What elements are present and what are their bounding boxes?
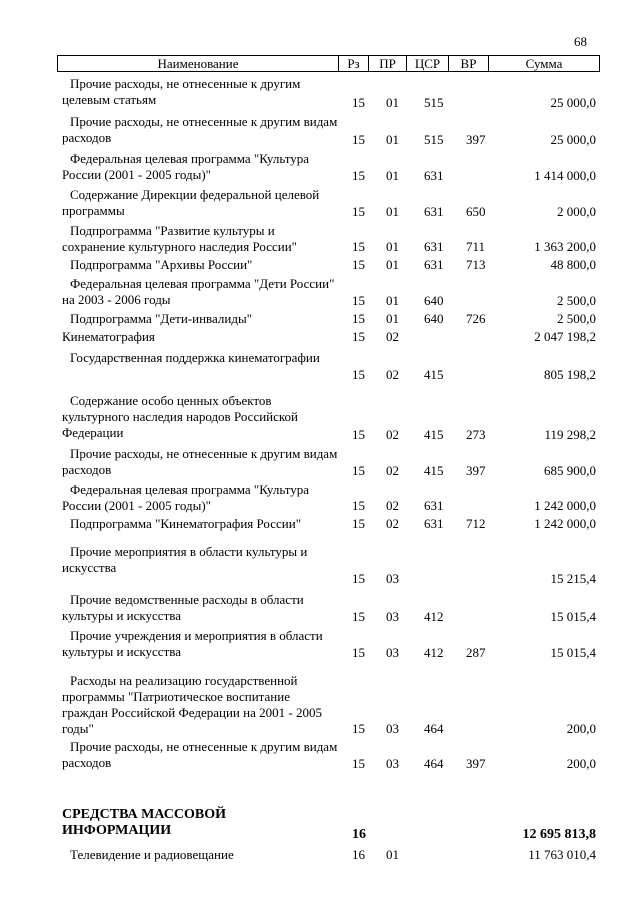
row-rz: 15: [352, 239, 365, 254]
header-sum: Сумма: [525, 56, 563, 71]
row-name: Подпрограмма "Дети-инвалиды": [70, 311, 253, 326]
table-body: [0, 76, 640, 863]
row-sum: 1 242 000,0: [534, 498, 596, 513]
row-csr: 412: [424, 609, 444, 624]
row-pr: 01: [386, 239, 399, 254]
table-row: [0, 184, 640, 220]
table-row: [0, 255, 640, 273]
row-pr: 02: [386, 498, 399, 513]
row-rz: 15: [352, 95, 365, 110]
row-name: Подпрограмма "Архивы России": [70, 257, 253, 272]
table-row: [0, 532, 640, 587]
row-pr: 01: [386, 95, 399, 110]
table-row: [0, 309, 640, 327]
row-rz: 15: [352, 498, 365, 513]
row-pr: 02: [386, 463, 399, 478]
row-csr: 640: [424, 311, 444, 326]
row-pr: 03: [386, 571, 399, 586]
row-vr: 711: [466, 239, 486, 254]
row-csr: 640: [424, 293, 444, 308]
row-vr: 650: [466, 204, 486, 219]
row-csr: 515: [424, 132, 444, 147]
row-pr: 02: [386, 427, 399, 442]
row-name: Подпрограмма "Кинематография России": [70, 516, 302, 531]
row-name: Кинематография: [62, 329, 155, 344]
row-sum: 2 047 198,2: [534, 329, 596, 344]
row-name: Прочие мероприятия в области культуры и искусства: [62, 544, 308, 575]
table-row: [0, 479, 640, 514]
row-csr: 464: [424, 756, 444, 771]
row-name: Подпрограмма "Развитие культуры и сохранение культурного наследия России": [62, 223, 297, 254]
row-pr: 03: [386, 609, 399, 624]
row-name: Прочие расходы, не отнесенные к другим видам расходов: [62, 114, 338, 145]
row-csr: 415: [424, 463, 444, 478]
row-sum: 1 414 000,0: [534, 168, 596, 183]
row-name: Прочие расходы, не отнесенные к другим целевым статьям: [62, 76, 301, 107]
row-pr: 03: [386, 645, 399, 660]
table-row: [0, 273, 640, 309]
row-pr: 01: [386, 132, 399, 147]
row-name: Федеральная целевая программа "Дети России" на 2003 - 2006 годы: [62, 276, 335, 307]
row-name: Федеральная целевая программа "Культура России (2001 - 2005 годы)": [62, 151, 310, 182]
row-pr: 01: [386, 293, 399, 308]
row-sum: 15 015,4: [550, 609, 596, 624]
row-vr: 397: [466, 463, 486, 478]
header-csr: ЦСР: [407, 56, 449, 71]
row-csr: 464: [424, 721, 444, 736]
header-vr: ВР: [449, 56, 489, 71]
row-vr: 287: [466, 645, 486, 660]
row-rz: 15: [352, 756, 365, 771]
row-csr: 631: [424, 204, 444, 219]
row-rz: 16: [352, 847, 365, 862]
row-pr: 03: [386, 756, 399, 771]
row-sum: 200,0: [566, 721, 596, 736]
row-csr: 415: [424, 427, 444, 442]
row-sum: 25 000,0: [550, 132, 596, 147]
table-row: [0, 327, 640, 345]
table-row: [0, 443, 640, 479]
row-pr: 01: [386, 168, 399, 183]
row-sum: 48 800,0: [550, 257, 596, 272]
row-rz: 15: [352, 645, 365, 660]
row-name: Содержание Дирекции федеральной целевой программы: [62, 187, 320, 218]
row-name: Государственная поддержка кинематографии: [70, 350, 320, 365]
table-row: [0, 111, 640, 148]
table-row: [0, 148, 640, 184]
row-vr: 397: [466, 756, 486, 771]
row-sum: 25 000,0: [550, 95, 596, 110]
row-sum: 15 015,4: [550, 645, 596, 660]
section-sum: 12 695 813,8: [522, 827, 596, 842]
row-pr: 02: [386, 516, 399, 531]
table-row: [0, 625, 640, 661]
section-row: [0, 772, 640, 843]
row-vr: 726: [466, 311, 486, 326]
row-sum: 1 242 000,0: [534, 516, 596, 531]
row-sum: 2 000,0: [557, 204, 596, 219]
row-rz: 15: [352, 427, 365, 442]
row-name: Прочие расходы, не отнесенные к другим видам расходов: [62, 446, 338, 477]
row-rz: 15: [352, 463, 365, 478]
row-csr: 515: [424, 95, 444, 110]
row-vr: 397: [466, 132, 486, 147]
header-pr: ПР: [369, 56, 407, 71]
row-pr: 01: [386, 257, 399, 272]
row-name: Содержание особо ценных объектов культурного наследия народов Российской Федерации: [62, 393, 299, 440]
row-rz: 15: [352, 571, 365, 586]
row-sum: 119 298,2: [544, 427, 596, 442]
row-sum: 2 500,0: [557, 293, 596, 308]
table-row: [0, 220, 640, 255]
row-pr: 03: [386, 721, 399, 736]
table-row: [0, 76, 640, 111]
row-rz: 15: [352, 132, 365, 147]
row-name: Телевидение и радиовещание: [70, 847, 234, 862]
row-rz: 15: [352, 293, 365, 308]
row-rz: 15: [352, 721, 365, 736]
table-row: [0, 514, 640, 532]
row-csr: 412: [424, 645, 444, 660]
table-row: [0, 843, 640, 863]
row-sum: 805 198,2: [544, 367, 596, 382]
row-name: Прочие учреждения и мероприятия в области культуры и искусства: [62, 628, 323, 659]
row-pr: 02: [386, 367, 399, 382]
row-csr: 415: [424, 367, 444, 382]
row-pr: 02: [386, 329, 399, 344]
table-row: [0, 383, 640, 443]
row-csr: 631: [424, 257, 444, 272]
section-title: СРЕДСТВА МАССОВОЙ ИНФОРМАЦИИ: [62, 807, 227, 838]
row-csr: 631: [424, 168, 444, 183]
row-rz: 15: [352, 609, 365, 624]
header-rz: Рз: [339, 56, 369, 71]
row-rz: 15: [352, 329, 365, 344]
row-name: Прочие расходы, не отнесенные к другим видам расходов: [62, 739, 338, 770]
row-vr: 273: [466, 427, 486, 442]
row-rz: 15: [352, 311, 365, 326]
row-sum: 200,0: [566, 756, 596, 771]
row-name: Расходы на реализацию государственной программы "Патриотическое воспитание граждан Российской Федерации на 2001 - 2005 годы": [62, 673, 322, 736]
row-rz: 15: [352, 257, 365, 272]
header-name: Наименование: [58, 56, 339, 71]
row-sum: 11 763 010,4: [528, 847, 596, 862]
row-rz: 15: [352, 168, 365, 183]
row-rz: 15: [352, 204, 365, 219]
page-number: 68: [574, 34, 587, 49]
row-pr: 01: [386, 204, 399, 219]
row-sum: 2 500,0: [557, 311, 596, 326]
row-name: Федеральная целевая программа "Культура России (2001 - 2005 годы)": [62, 482, 310, 513]
row-rz: 15: [352, 516, 365, 531]
row-name: Прочие ведомственные расходы в области культуры и искусства: [62, 592, 304, 623]
row-pr: 01: [386, 847, 399, 862]
table-header: [57, 55, 600, 72]
row-sum: 685 900,0: [544, 463, 596, 478]
table-row: [0, 345, 640, 383]
table-row: [0, 587, 640, 625]
row-sum: 1 363 200,0: [534, 239, 596, 254]
table-row: [0, 737, 640, 772]
row-pr: 01: [386, 311, 399, 326]
section-rz: 16: [352, 827, 366, 842]
row-csr: 631: [424, 516, 444, 531]
row-csr: 631: [424, 498, 444, 513]
row-csr: 631: [424, 239, 444, 254]
row-rz: 15: [352, 367, 365, 382]
table-row: [0, 661, 640, 737]
row-vr: 713: [466, 257, 486, 272]
row-sum: 15 215,4: [550, 571, 596, 586]
row-vr: 712: [466, 516, 486, 531]
